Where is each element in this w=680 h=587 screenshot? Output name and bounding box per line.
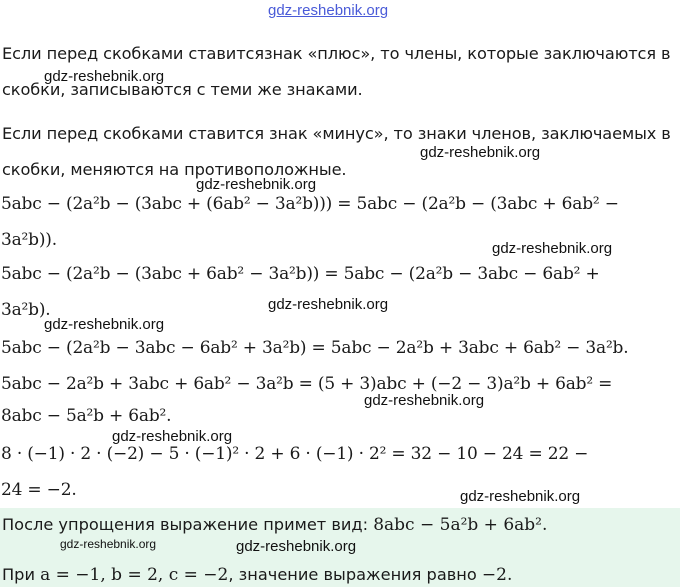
watermark: gdz-reshebnik.org [492,240,613,257]
paragraph-plus-line2: скобки, записываются с теми же знаками. [2,80,363,99]
watermark-top[interactable]: gdz-reshebnik.org [268,2,389,19]
answer-line2-prefix: При [2,565,41,584]
watermark: gdz-reshebnik.org [44,316,165,333]
answer-final-value: −2. [481,565,513,585]
math-line-4: 3a²b). [1,300,51,320]
answer-variable-values: a = −1, b = 2, c = −2 [40,565,229,585]
math-line-1: 5abc − (2a²b − (3abc + (6ab² − 3a²b))) = 5abc − (2a²b − (3abc + 6ab² − [1,194,619,214]
paragraph-minus-line1: Если перед скобками ставится знак «минус», то знаки членов, заключаемых в [2,124,671,143]
math-line-5: 5abc − (2a²b − 3abc − 6ab² + 3a²b) = 5abc − 2a²b + 3abc + 6ab² − 3a²b. [1,338,629,358]
watermark: gdz-reshebnik.org [460,488,581,505]
paragraph-plus-line1: Если перед скобками ставитсязнак «плюс», то члены, которые заключаются в [2,44,671,63]
math-line-6: 5abc − 2a²b + 3abc + 6ab² − 3a²b = (5 + 3)abc + (−2 − 3)a²b + 6ab² = [1,374,613,394]
math-line-9: 24 = −2. [1,480,77,500]
math-line-8: 8 · (−1) · 2 · (−2) − 5 · (−1)² · 2 + 6 · (−1) · 2² = 32 − 10 − 24 = 22 − [1,444,589,464]
answer-line-1 [2,515,547,535]
watermark: gdz-reshebnik.org [112,428,233,445]
watermark: gdz-reshebnik.org [236,538,357,555]
math-line-3: 5abc − (2a²b − (3abc + 6ab² − 3a²b)) = 5abc − (2a²b − 3abc − 6ab² + [1,264,600,284]
answer-simplified-expression: 8abc − 5a²b + 6ab². [373,515,548,535]
answer-line-2 [2,565,512,585]
watermark: gdz-reshebnik.org [268,296,389,313]
watermark: gdz-reshebnik.org [364,392,485,409]
math-line-7: 8abc − 5a²b + 6ab². [1,406,172,426]
math-line-2: 3a²b)). [1,230,57,250]
watermark: gdz-reshebnik.org [44,68,165,85]
watermark: gdz-reshebnik.org [420,144,541,161]
answer-line1-text: После упрощения выражение примет вид: [2,515,374,534]
watermark: gdz-reshebnik.org [60,537,157,551]
answer-line2-middle: , значение выражения равно [228,565,482,584]
watermark: gdz-reshebnik.org [196,176,317,193]
paragraph-minus-line2: скобки, меняются на противоположные. [2,160,347,179]
